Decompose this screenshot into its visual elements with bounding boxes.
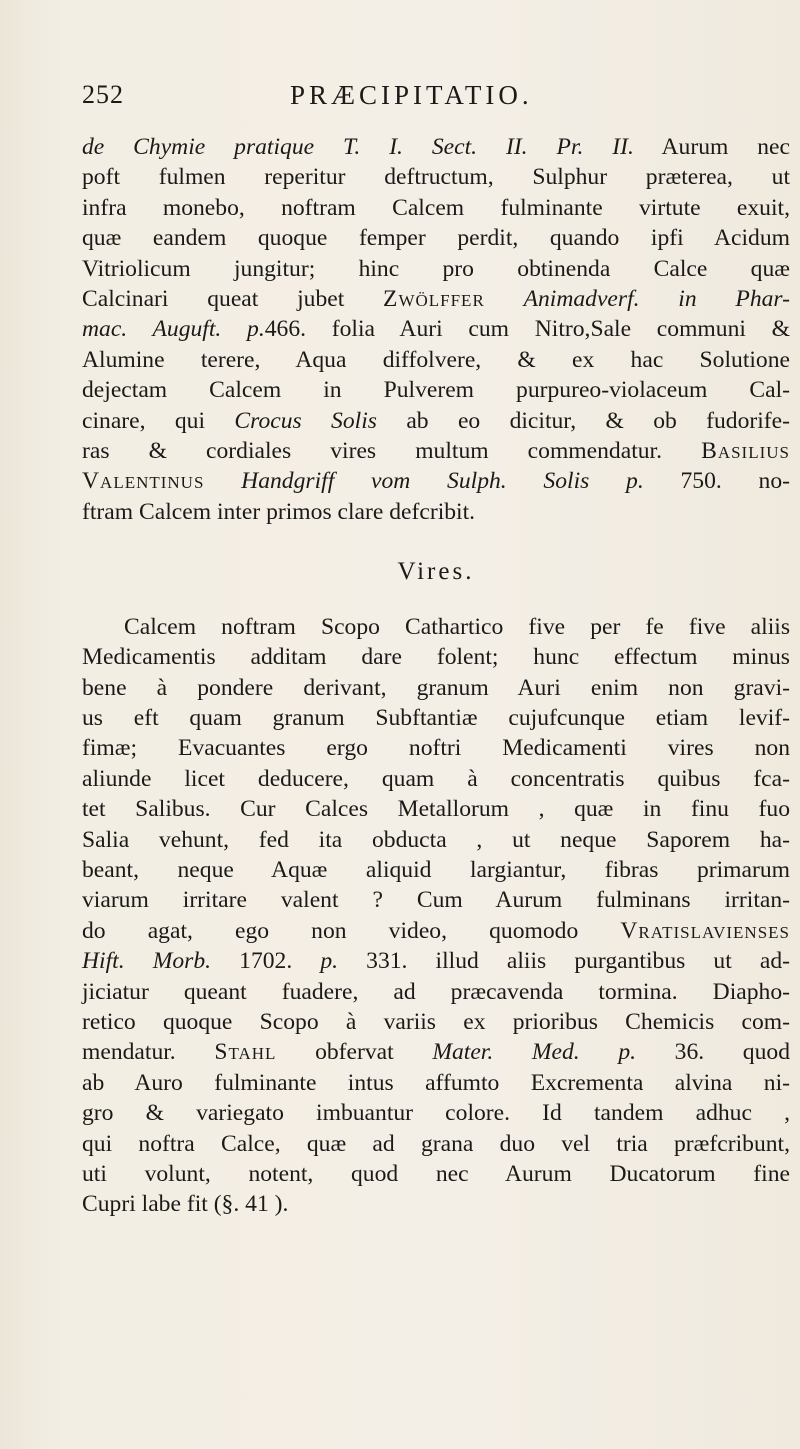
text-line bbox=[82, 375, 790, 405]
italic-text: mac. Auguft. p. bbox=[82, 316, 265, 343]
italic-text: Crocus Solis bbox=[234, 407, 377, 434]
italic-text: Mater. Med. p. bbox=[432, 1039, 637, 1066]
text-line bbox=[82, 132, 790, 162]
section-heading: Vires. bbox=[397, 558, 475, 586]
text-run: uti volunt, notent, quod nec Aurum Ducatorum fine bbox=[82, 1161, 790, 1187]
text-run: us eft quam granum Subftantiæ cujufcunque etiam levif- bbox=[82, 704, 790, 731]
text-line bbox=[82, 1007, 790, 1037]
paragraph-2 bbox=[82, 612, 790, 1220]
text-line bbox=[82, 794, 790, 824]
text-run: 1702. bbox=[211, 948, 321, 975]
text-run: ras & cordiales vires multum commendatur. bbox=[82, 438, 702, 465]
text-run: Medicamentis additam dare folent; hunc effectum minus bbox=[82, 644, 790, 671]
text-line bbox=[82, 254, 790, 284]
text-run: 36. quod bbox=[636, 1039, 790, 1066]
text-line bbox=[82, 284, 790, 314]
text-line bbox=[82, 162, 790, 192]
text-run: cinare, qui bbox=[82, 407, 235, 434]
text-line bbox=[82, 642, 790, 672]
text-run bbox=[485, 286, 524, 312]
running-head: PRÆCIPITATIO. bbox=[290, 80, 533, 110]
text-line bbox=[82, 406, 790, 436]
text-run: 466. folia Auri cum Nitro,Sale communi & bbox=[264, 316, 790, 343]
text-run: quæ eandem quoque femper perdit, quando ipfi Acidum bbox=[82, 225, 790, 252]
italic-text: Hift. Morb. bbox=[82, 948, 212, 975]
italic-text: Handgriff vom Sulph. Solis p. bbox=[241, 468, 644, 495]
small-caps-name: Zwölffer bbox=[383, 286, 485, 313]
text-line bbox=[82, 1159, 790, 1189]
text-line bbox=[82, 223, 790, 253]
paragraph-1 bbox=[82, 132, 790, 527]
text-run: jiciatur queant fuadere, ad præcavenda tormina. Diapho- bbox=[82, 978, 790, 1005]
text-run: ftram Calcem inter primos clare defcribit. bbox=[82, 498, 476, 525]
text-run: beant, neque Aquæ aliquid largiantur, fibras primarum bbox=[82, 856, 790, 883]
text-run: obfervat bbox=[276, 1039, 433, 1066]
text-line bbox=[82, 193, 790, 223]
text-run: viarum irritare valent ? Cum Aurum fulminans irritan- bbox=[82, 887, 790, 914]
text-line bbox=[82, 345, 790, 375]
small-caps-name: Vratislavienses bbox=[620, 917, 790, 944]
italic-text: p. bbox=[320, 948, 339, 975]
text-run: Vitriolicum jungitur; hinc pro obtinenda Calce quæ bbox=[82, 255, 790, 282]
small-caps-name: Valentinus bbox=[82, 468, 205, 495]
text-run: aliunde licet deducere, quam à concentratis quibus fca- bbox=[82, 765, 790, 792]
text-line bbox=[82, 825, 790, 855]
text-run: ab Auro fulminante intus affumto Excrementa alvina ni- bbox=[82, 1069, 790, 1096]
text-run: gro & variegato imbuantur colore. Id tandem adhuc , bbox=[82, 1100, 790, 1127]
text-line bbox=[82, 885, 790, 915]
text-run: mendatur. bbox=[82, 1039, 215, 1066]
text-run: retico quoque Scopo à variis ex prioribus Chemicis com- bbox=[82, 1008, 790, 1035]
text-line bbox=[82, 436, 790, 466]
text-line bbox=[82, 1189, 790, 1219]
text-line bbox=[82, 612, 790, 642]
text-run: dejectam Calcem in Pulverem purpureo-violaceum Cal- bbox=[82, 377, 790, 404]
body-text bbox=[82, 132, 790, 1220]
text-run: fimæ; Evacuantes ergo noftri Medicamenti vires non bbox=[82, 735, 790, 762]
text-run: do agat, ego non video, quomodo bbox=[82, 917, 621, 944]
text-line bbox=[82, 1129, 790, 1159]
text-line bbox=[82, 764, 790, 794]
text-run: Cupri labe fit (§. 41 ). bbox=[82, 1191, 289, 1218]
text-run: Alumine terere, Aqua diffolvere, & ex hac Solutione bbox=[82, 346, 790, 373]
text-line bbox=[82, 916, 790, 946]
italic-text: de Chymie pratique T. I. Sect. II. Pr. II. bbox=[82, 134, 634, 160]
page-number: 252 bbox=[82, 80, 124, 109]
text-run: bene à pondere derivant, granum Auri enim non gravi- bbox=[82, 674, 790, 701]
text-run: Salia vehunt, fed ita obducta , ut neque Saporem ha- bbox=[82, 826, 790, 853]
text-run: qui noftra Calce, quæ ad grana duo vel tria præfcribunt, bbox=[82, 1130, 790, 1157]
text-run: poft fulmen reperitur deftructum, Sulphur præterea, ut bbox=[82, 164, 790, 191]
text-line bbox=[82, 673, 790, 703]
text-line bbox=[82, 1068, 790, 1098]
text-line bbox=[82, 733, 790, 763]
text-run: Calcinari queat jubet bbox=[82, 286, 384, 313]
text-line bbox=[82, 1037, 790, 1067]
text-run: 331. illud aliis purgantibus ut ad- bbox=[338, 948, 790, 975]
text-line bbox=[82, 314, 790, 344]
small-caps-name: Basilius bbox=[701, 438, 790, 465]
text-line bbox=[82, 946, 790, 976]
text-run bbox=[204, 468, 241, 494]
text-line bbox=[82, 977, 790, 1007]
text-line bbox=[82, 1098, 790, 1128]
text-line bbox=[82, 466, 790, 496]
text-run: 750. no- bbox=[643, 468, 790, 495]
small-caps-name: Stahl bbox=[214, 1039, 277, 1066]
text-run: Calcem noftram Scopo Cathartico five per fe five aliis bbox=[124, 613, 790, 640]
text-run: Aurum nec bbox=[633, 134, 790, 160]
text-run: ab eo dicitur, & ob fudorife- bbox=[376, 407, 790, 434]
text-line bbox=[82, 855, 790, 885]
text-line bbox=[82, 703, 790, 733]
page-header bbox=[82, 80, 772, 116]
italic-text: Animadverf. in Phar- bbox=[523, 286, 790, 313]
text-line bbox=[82, 497, 790, 527]
text-run: infra monebo, noftram Calcem fulminante virtute exuit, bbox=[82, 194, 790, 221]
text-run: tet Salibus. Cur Calces Metallorum , quæ in finu fuo bbox=[82, 796, 790, 823]
